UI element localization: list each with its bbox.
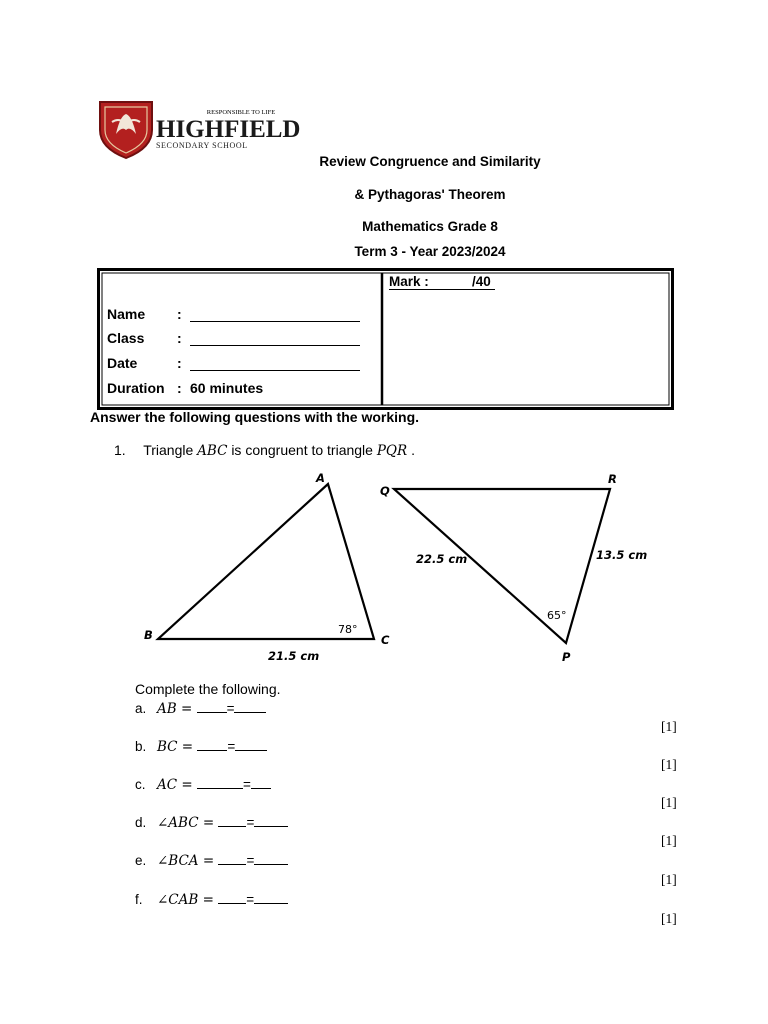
date-input-line[interactable] (190, 370, 360, 371)
date-colon: : (177, 355, 182, 371)
mark-underline (389, 289, 495, 290)
equals-sign: = (226, 701, 235, 716)
student-info-box (97, 268, 674, 410)
item-f (135, 891, 288, 908)
item-letter: e. (135, 853, 147, 868)
worksheet-title: Review Congruence and Similarity (319, 154, 541, 169)
side-qp-label: 22.5 cm (416, 552, 468, 566)
item-expression: AB = (157, 701, 197, 717)
item-expression: ∠ABC = (157, 815, 219, 831)
angle-p-label: 65° (547, 609, 567, 622)
school-subtitle: SECONDARY SCHOOL (156, 141, 248, 150)
answer-blank[interactable] (254, 814, 288, 827)
answer-blank[interactable] (234, 700, 266, 713)
answer-blank[interactable] (197, 776, 243, 789)
equals-sign: = (227, 739, 236, 754)
item-letter: b. (135, 739, 147, 754)
school-name: HIGHFIELD (156, 116, 301, 143)
item-expression: ∠CAB = (157, 892, 219, 908)
vertex-r-label: R (608, 472, 617, 486)
term-year: Term 3 - Year 2023/2024 (354, 244, 506, 259)
date-label: Date (107, 355, 138, 371)
school-logo (96, 96, 312, 160)
vertex-q-label: Q (380, 484, 390, 498)
question-text-start: Triangle (143, 442, 198, 458)
triangle-pqr (394, 489, 610, 643)
duration-label: Duration (107, 380, 165, 396)
name-label: Name (107, 306, 146, 322)
answer-blank[interactable] (197, 738, 227, 751)
equals-sign: = (246, 815, 255, 830)
score-d: [1] (661, 833, 677, 848)
class-label: Class (107, 330, 145, 346)
vertex-p-label: P (562, 650, 571, 664)
equals-sign: = (246, 892, 255, 907)
answer-blank[interactable] (235, 738, 267, 751)
question-text-middle: is congruent to triangle (231, 442, 377, 458)
item-e (135, 852, 288, 869)
class-colon: : (177, 330, 182, 346)
mark-total: /40 (472, 274, 491, 289)
score-c: [1] (661, 795, 677, 810)
triangle-abc-name: ABC (197, 443, 228, 459)
item-letter: c. (135, 777, 146, 792)
question-1 (114, 442, 415, 459)
score-b: [1] (661, 757, 677, 772)
school-tagline: RESPONSIBLE TO LIFE (206, 109, 276, 116)
equals-sign: = (242, 777, 251, 792)
triangle-pqr-name: PQR (376, 443, 408, 459)
duration-value: 60 minutes (190, 380, 264, 396)
answer-blank[interactable] (218, 891, 246, 904)
item-a (135, 700, 266, 717)
question-text-end: . (411, 442, 415, 458)
item-c (135, 776, 271, 793)
answer-blank[interactable] (218, 814, 246, 827)
class-input-line[interactable] (190, 345, 360, 346)
item-letter: a. (135, 701, 147, 716)
score-e: [1] (661, 872, 677, 887)
score-f: [1] (661, 911, 677, 926)
item-expression: AC = (157, 777, 197, 793)
info-box-frame (97, 268, 674, 410)
question-number: 1. (114, 442, 126, 458)
side-rp-label: 13.5 cm (596, 548, 648, 562)
vertex-c-label: C (381, 633, 390, 647)
vertex-b-label: B (144, 628, 153, 642)
angle-c-label: 78° (338, 623, 358, 636)
vertex-a-label: A (316, 471, 325, 485)
worksheet-subtitle: & Pythagoras' Theorem (354, 187, 506, 202)
complete-prompt: Complete the following. (135, 681, 281, 697)
congruent-triangles-diagram (130, 470, 670, 675)
item-d (135, 814, 288, 831)
subject-grade: Mathematics Grade 8 (362, 219, 498, 234)
answer-blank[interactable] (254, 852, 288, 865)
item-expression: BC = (157, 739, 198, 755)
triangle-abc (158, 484, 374, 639)
instructions-text: Answer the following questions with the working. (90, 409, 420, 425)
item-b (135, 738, 267, 755)
answer-blank[interactable] (251, 776, 271, 789)
answer-blank[interactable] (254, 891, 288, 904)
side-bc-label: 21.5 cm (268, 649, 320, 663)
answer-blank[interactable] (218, 852, 246, 865)
score-a: [1] (661, 719, 677, 734)
duration-colon: : (177, 380, 182, 396)
name-colon: : (177, 306, 182, 322)
equals-sign: = (246, 853, 255, 868)
item-expression: ∠BCA = (157, 853, 219, 869)
answer-blank[interactable] (197, 700, 227, 713)
item-letter: d. (135, 815, 147, 830)
name-input-line[interactable] (190, 321, 360, 322)
item-letter: f. (135, 892, 143, 907)
mark-label: Mark : (389, 274, 429, 289)
